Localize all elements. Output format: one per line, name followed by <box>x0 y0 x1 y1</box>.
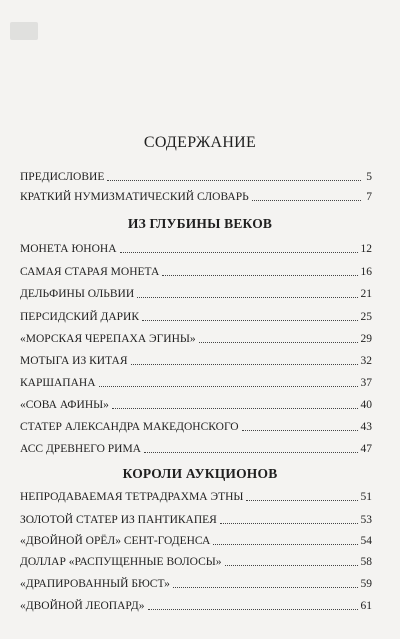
entry-page: 51 <box>360 491 372 503</box>
toc-entry <box>20 418 372 434</box>
entry-label: АСС ДРЕВНЕГО РИМА <box>20 443 141 455</box>
entry-label: ДЕЛЬФИНЫ ОЛЬВИИ <box>20 288 135 300</box>
section-title-ancient: ИЗ ГЛУБИНЫ ВЕКОВ <box>127 216 273 231</box>
entry-label: САМАЯ СТАРАЯ МОНЕТА <box>20 266 160 278</box>
entry-page: 5 <box>366 171 372 183</box>
toc-entry <box>20 511 372 527</box>
dot-leader <box>213 543 357 545</box>
entry-label: «ДВОЙНОЙ ОРЁЛ» СЕНТ-ГОДЕНСА <box>20 535 211 547</box>
entry-page: 7 <box>366 191 372 203</box>
toc-entry-preface <box>20 168 372 184</box>
dot-leader <box>112 407 358 409</box>
toc-entry <box>20 532 372 548</box>
dot-leader <box>246 499 357 501</box>
dot-leader <box>137 296 357 298</box>
entry-page: 32 <box>360 355 372 367</box>
toc-entry <box>20 396 372 412</box>
entry-page: 40 <box>360 399 372 411</box>
dot-leader <box>162 274 357 276</box>
entry-page: 21 <box>360 288 372 300</box>
toc-entry <box>20 575 372 591</box>
dot-leader <box>144 451 358 453</box>
toc-entry <box>20 240 372 256</box>
toc-entry <box>20 352 372 368</box>
entry-label: ДОЛЛАР «РАСПУЩЕННЫЕ ВОЛОСЫ» <box>20 556 222 568</box>
toc-entry <box>20 440 372 456</box>
toc-entry-glossary <box>20 188 372 204</box>
entry-label: НЕПРОДАВАЕМАЯ ТЕТРАДРАХМА ЭТНЫ <box>20 491 244 503</box>
dot-leader <box>242 429 358 431</box>
toc-entry <box>20 553 372 569</box>
dot-leader <box>120 251 358 253</box>
section-title-auction-kings: КОРОЛИ АУКЦИОНОВ <box>122 466 278 481</box>
entry-label: КРАТКИЙ НУМИЗМАТИЧЕСКИЙ СЛОВАРЬ <box>20 191 249 203</box>
toc-entry <box>20 330 372 346</box>
entry-page: 29 <box>360 333 372 345</box>
dot-leader <box>252 199 361 201</box>
entry-label: «МОРСКАЯ ЧЕРЕПАХА ЭГИНЫ» <box>20 333 196 345</box>
dot-leader <box>148 608 358 610</box>
entry-label: «ДРАПИРОВАННЫЙ БЮСТ» <box>20 578 170 590</box>
entry-page: 25 <box>360 311 372 323</box>
toc-entry <box>20 263 372 279</box>
dot-leader <box>107 179 361 181</box>
faded-corner-mark <box>10 22 38 40</box>
entry-page: 54 <box>360 535 372 547</box>
entry-page: 61 <box>360 600 372 612</box>
entry-label: «ДВОЙНОЙ ЛЕОПАРД» <box>20 600 145 612</box>
entry-page: 12 <box>360 243 372 255</box>
entry-page: 37 <box>360 377 372 389</box>
dot-leader <box>131 363 358 365</box>
toc-entry <box>20 308 372 324</box>
entry-label: СТАТЕР АЛЕКСАНДРА МАКЕДОНСКОГО <box>20 421 239 433</box>
toc-entry <box>20 488 372 504</box>
dot-leader <box>199 341 358 343</box>
dot-leader <box>225 564 358 566</box>
dot-leader <box>173 586 358 588</box>
entry-page: 16 <box>360 266 372 278</box>
entry-label: ПРЕДИСЛОВИЕ <box>20 171 105 183</box>
toc-entry <box>20 374 372 390</box>
entry-page: 47 <box>360 443 372 455</box>
toc-title: СОДЕРЖАНИЕ <box>143 134 257 151</box>
entry-label: КАРШАПАНА <box>20 377 96 389</box>
dot-leader <box>142 319 357 321</box>
entry-label: ЗОЛОТОЙ СТАТЕР ИЗ ПАНТИКАПЕЯ <box>20 514 217 526</box>
entry-label: «СОВА АФИНЫ» <box>20 399 109 411</box>
entry-label: ПЕРСИДСКИЙ ДАРИК <box>20 311 140 323</box>
dot-leader <box>220 522 358 524</box>
dot-leader <box>99 385 358 387</box>
entry-page: 43 <box>360 421 372 433</box>
entry-label: МОТЫГА ИЗ КИТАЯ <box>20 355 128 367</box>
entry-page: 58 <box>360 556 372 568</box>
entry-label: МОНЕТА ЮНОНА <box>20 243 117 255</box>
toc-entry <box>20 597 372 613</box>
entry-page: 53 <box>360 514 372 526</box>
toc-entry <box>20 285 372 301</box>
entry-page: 59 <box>360 578 372 590</box>
